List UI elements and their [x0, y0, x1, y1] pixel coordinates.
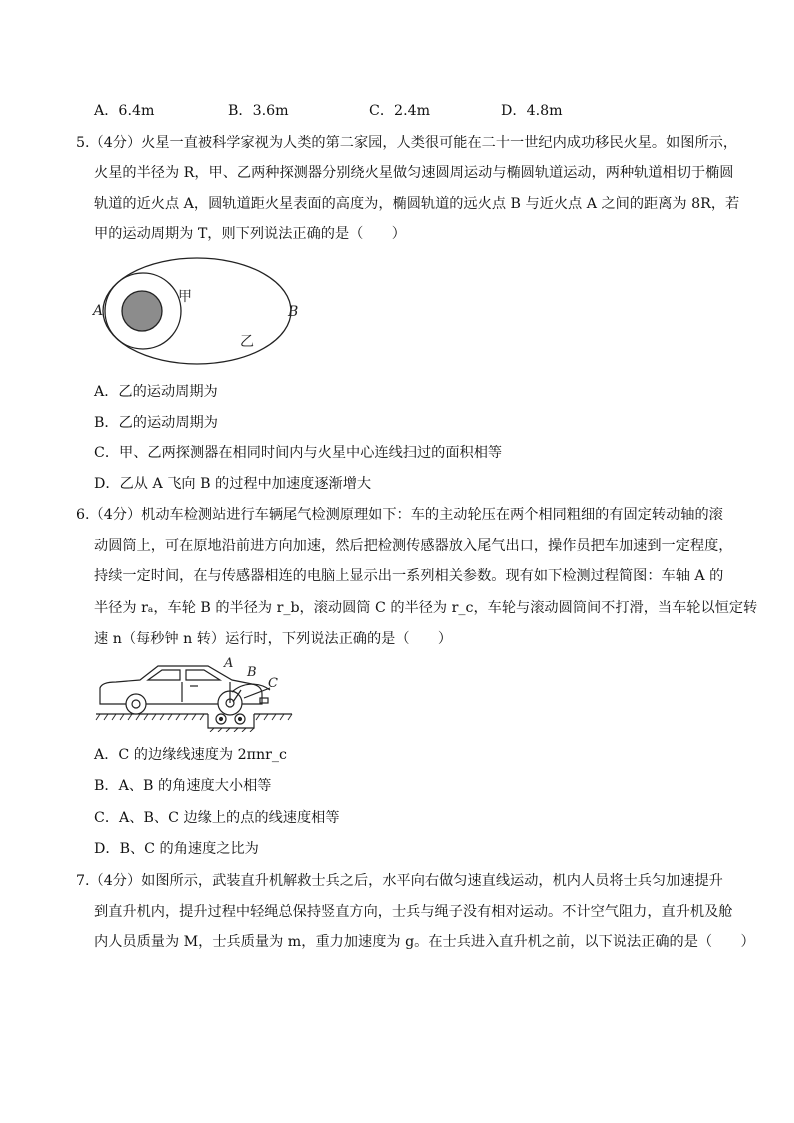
label-wheel-b: B	[247, 665, 257, 680]
q6-option-b: B．A、B 的角速度大小相等	[94, 778, 272, 794]
q6-stem-line-2: 动圆筒上，可在原地沿前进方向加速，然后把检测传感器放入尾气出口，操作员把车加速到一定程度，	[94, 538, 733, 554]
q4-option-b: B．3.6m	[228, 103, 289, 119]
q6-stem-line-5: 速 n（每秒钟 n 转）运行时，下列说法正确的是（ ）	[94, 631, 453, 647]
q5-option-b: B．乙的运动周期为	[94, 415, 218, 431]
q5-option-d: D．乙从 A 飞向 B 的过程中加速度逐渐增大	[94, 476, 372, 492]
q6-option-d: D．B、C 的角速度之比为	[94, 841, 259, 857]
label-axle-a: A	[224, 656, 234, 671]
q6-car-figure	[92, 652, 297, 732]
q6-option-a: A．C 的边缘线速度为 2πnr_c	[94, 747, 287, 763]
q5-stem-line-4: 甲的运动周期为 T，则下列说法正确的是（ ）	[94, 226, 406, 242]
label-point-a: A	[93, 303, 104, 319]
q4-option-c: C．2.4m	[369, 103, 431, 119]
mars-planet	[122, 291, 162, 331]
q6-option-c: C．A、B、C 边缘上的点的线速度相等	[94, 810, 340, 826]
q5-stem-line-1: 5.（4分）火星一直被科学家视为人类的第二家园，人类很可能在二十一世纪内成功移民火星。如图所示，	[76, 135, 738, 151]
label-yi: 乙	[240, 334, 254, 350]
q5-stem-line-2: 火星的半径为 R，甲、乙两种探测器分别绕火星做匀速圆周运动与椭圆轨道运动，两种轨道相切于椭圆	[94, 165, 734, 181]
q6-stem-line-4: 半径为 rₐ，车轮 B 的半径为 r_b，滚动圆筒 C 的半径为 r_c，车轮与滚动圆筒间不打滑，当车轮以恒定转	[94, 600, 758, 616]
q5-option-a: A．乙的运动周期为	[94, 384, 218, 400]
q5-orbit-figure	[90, 255, 310, 370]
q4-option-d: D．4.8m	[501, 103, 563, 119]
q4-options-row	[94, 101, 614, 121]
q6-stem-line-3: 持续一定时间，在与传感器相连的电脑上显示出一系列相关参数。现有如下检测过程简图：车轴 A 的	[94, 568, 724, 584]
rear-wheel	[126, 694, 146, 714]
q7-stem-line-2: 到直升机内，提升过程中轻绳总保持竖直方向，士兵与绳子没有相对运动。不计空气阻力，直升机及舱	[94, 904, 733, 920]
q7-stem-line-1: 7.（4分）如图所示，武装直升机解救士兵之后，水平向右做匀速直线运动，机内人员将士兵匀加速提升	[76, 873, 723, 889]
q7-stem-line-3: 内人员质量为 M，士兵质量为 m，重力加速度为 g。在士兵进入直升机之前，以下说法正确的是（ ）	[94, 934, 755, 950]
q5-stem-line-3: 轨道的近火点 A，圆轨道距火星表面的高度为，椭圆轨道的远火点 B 与近火点 A 之间的距离为 8R，若	[94, 196, 740, 212]
label-point-b: B	[288, 304, 299, 320]
label-jia: 甲	[178, 289, 192, 305]
q4-option-a: A．6.4m	[94, 103, 155, 119]
label-roller-c: C	[268, 676, 278, 691]
q6-stem-line-1: 6.（4分）机动车检测站进行车辆尾气检测原理如下：车的主动轮压在两个相同粗细的有固定转动轴的滚	[76, 507, 723, 523]
q5-option-c: C．甲、乙两探测器在相同时间内与火星中心连线扫过的面积相等	[94, 445, 503, 461]
